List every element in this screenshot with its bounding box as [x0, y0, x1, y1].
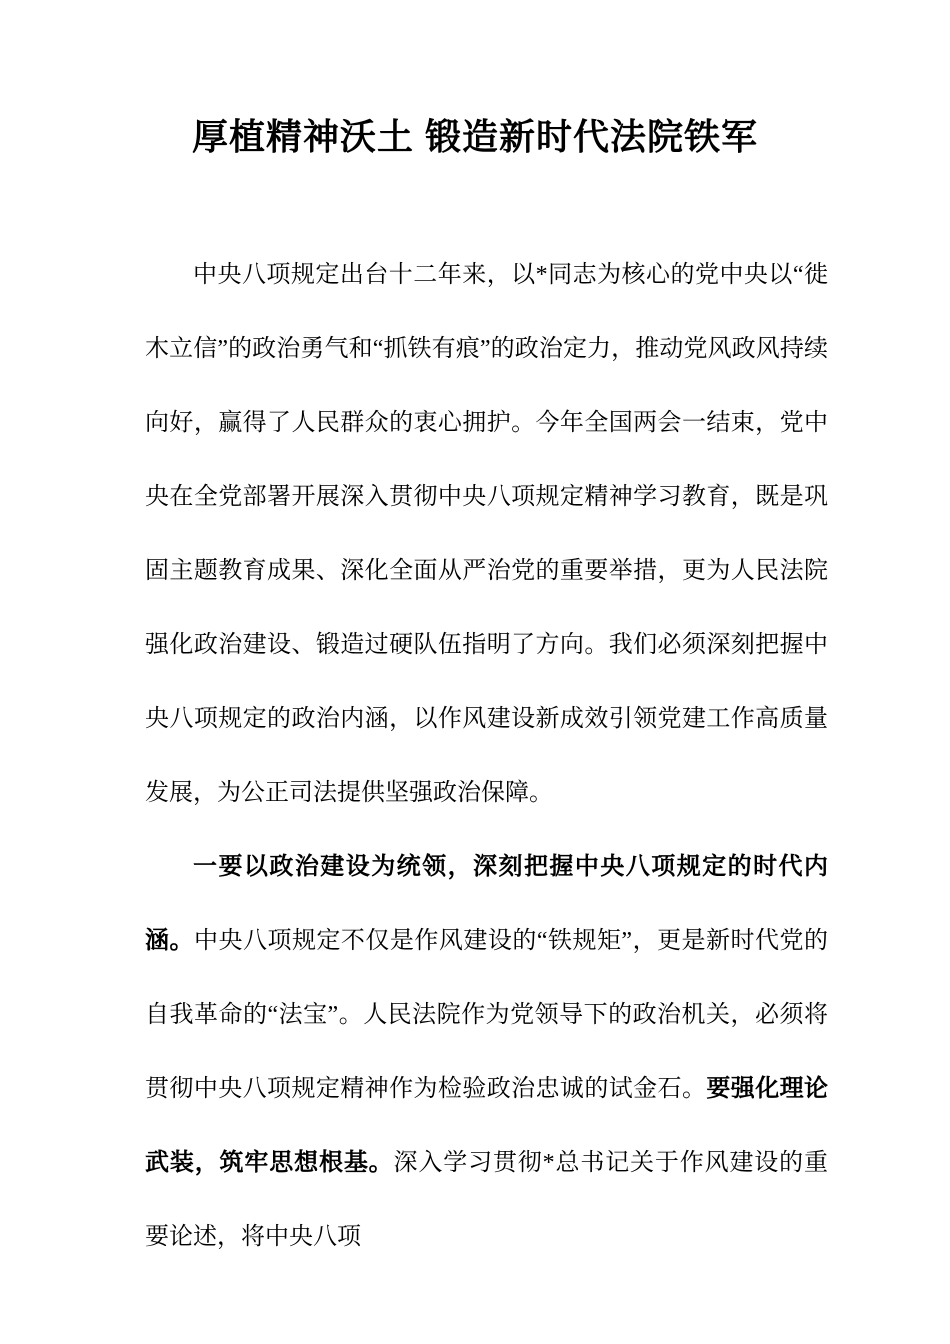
document-title: 厚植精神沃土 锻造新时代法院铁军	[191, 116, 758, 157]
document-paragraph	[145, 238, 828, 830]
document-paragraph	[145, 830, 828, 1274]
document-body	[145, 238, 828, 1274]
text-run: 中央八项规定出台十二年来，以*同志为核心的党中央以“徙木立信”的政治勇气和“抓铁有痕”的政治定力，推动党风政风持续向好，赢得了人民群众的衷心拥护。今年全国两会一结束，党中央在全党部署开展深入贯彻中央八项规定精神学习教育，既是巩固主题教育成果、深化全面从严治党的重要举措，更为人民法院强化政治建设、锻造过硬队伍指明了方向。我们必须深刻把握中央八项规定的政治内涵，以作风建设新成效引领党建工作高质量发展，为公正司法提供坚强政治保障。	[145, 262, 828, 806]
bold-text-run: 要强化理论武装，筑牢思想根基。	[145, 1076, 829, 1176]
text-run: 中央八项规定不仅是作风建设的“铁规矩”，更是新时代党的自我革命的“法宝”。人民法院作为党领导下的政治机关，必须将贯彻中央八项规定精神作为检验政治忠诚的试金石。	[145, 928, 828, 1102]
text-run: 深入学习贯彻*总书记关于作风建设的重要论述，将中央八项	[145, 1150, 829, 1250]
bold-text-run: 一要以政治建设为统领，深刻把握中央八项规定的时代内涵。	[145, 853, 828, 954]
